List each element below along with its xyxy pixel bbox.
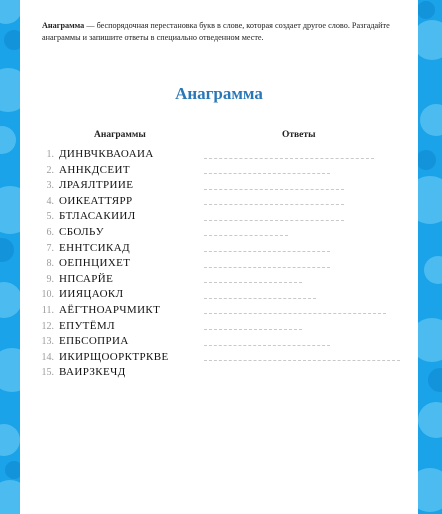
anagram-word: ЕПБСОПРИА: [59, 335, 129, 348]
anagram-word: ЕННТСИКАД: [59, 241, 130, 254]
answer-line[interactable]: [204, 173, 330, 174]
anagram-row: [20, 303, 418, 319]
row-number: 15.: [41, 367, 54, 379]
intro-definition: — беспорядочная перестановка букв в слове, которая создает другое слово. Разгадайте анаграммы и запишите ответы в специально отведенном месте.: [42, 21, 390, 42]
row-number: 9.: [46, 273, 54, 285]
column-header-answers: Ответы: [282, 130, 316, 140]
row-number: 14.: [41, 351, 54, 363]
anagram-word: ИИЯЦАОКЛ: [59, 288, 124, 301]
anagram-word: ЛРАЯЛТРИИЕ: [59, 179, 134, 192]
row-number: 7.: [46, 242, 54, 254]
answer-line[interactable]: [204, 220, 344, 221]
answer-line[interactable]: [204, 235, 288, 236]
anagram-word: ОЕПНЦИХЕТ: [59, 257, 131, 270]
anagram-word: АЁГТНОАРЧМИКТ: [59, 303, 161, 316]
anagram-word: ОИКЕАТТЯРР: [59, 194, 133, 207]
anagram-word: ИКИРЩООРКТРКВЕ: [59, 350, 169, 363]
anagram-row: [20, 256, 418, 272]
answer-line[interactable]: [204, 251, 330, 252]
anagram-row: [20, 365, 418, 381]
answer-line[interactable]: [204, 267, 330, 268]
anagram-row: [20, 225, 418, 241]
row-number: 11.: [41, 304, 54, 316]
anagram-word: ЕПУТЁМЛ: [59, 319, 115, 332]
column-header-anagrams: Анаграммы: [94, 130, 146, 140]
answer-line[interactable]: [204, 360, 400, 361]
anagram-row: [20, 163, 418, 179]
row-number: 5.: [46, 211, 54, 223]
row-number: 10.: [41, 289, 54, 301]
anagram-row: [20, 319, 418, 335]
intro-term: Анаграмма: [42, 21, 85, 30]
anagram-word: ДИНВЧКВАОАИА: [59, 148, 154, 160]
anagram-row: [20, 287, 418, 303]
anagram-row: [20, 194, 418, 210]
answer-line[interactable]: [204, 189, 344, 190]
row-number: 2.: [46, 164, 54, 176]
row-number: 12.: [41, 320, 54, 332]
worksheet-page: [20, 0, 418, 514]
anagram-row: [20, 147, 418, 163]
anagram-row: [20, 241, 418, 257]
anagram-list: [20, 147, 418, 381]
anagram-row: [20, 350, 418, 366]
anagram-row: [20, 272, 418, 288]
anagram-row: [20, 209, 418, 225]
row-number: 6.: [46, 226, 54, 238]
row-number: 4.: [46, 195, 54, 207]
answer-line[interactable]: [204, 204, 344, 205]
page-title: Анаграмма: [175, 84, 263, 103]
anagram-word: АННКДСЕИТ: [59, 163, 130, 176]
answer-line[interactable]: [204, 282, 302, 283]
intro-text: [42, 20, 402, 44]
row-number: 8.: [46, 258, 54, 270]
anagram-row: [20, 178, 418, 194]
row-number: 13.: [41, 336, 54, 348]
anagram-word: ВАИРЗКЕЧД: [59, 366, 126, 379]
answer-line[interactable]: [204, 345, 330, 346]
answer-line[interactable]: [204, 158, 374, 159]
row-number: 1.: [46, 149, 54, 160]
answer-line[interactable]: [204, 313, 386, 314]
answer-line[interactable]: [204, 329, 302, 330]
answer-line[interactable]: [204, 298, 316, 299]
row-number: 3.: [46, 180, 54, 192]
anagram-word: НПСАРЙЕ: [59, 272, 114, 285]
anagram-word: СБОЛЬУ: [59, 225, 104, 238]
anagram-word: БТЛАСАКИИЛ: [59, 210, 136, 223]
anagram-row: [20, 334, 418, 350]
